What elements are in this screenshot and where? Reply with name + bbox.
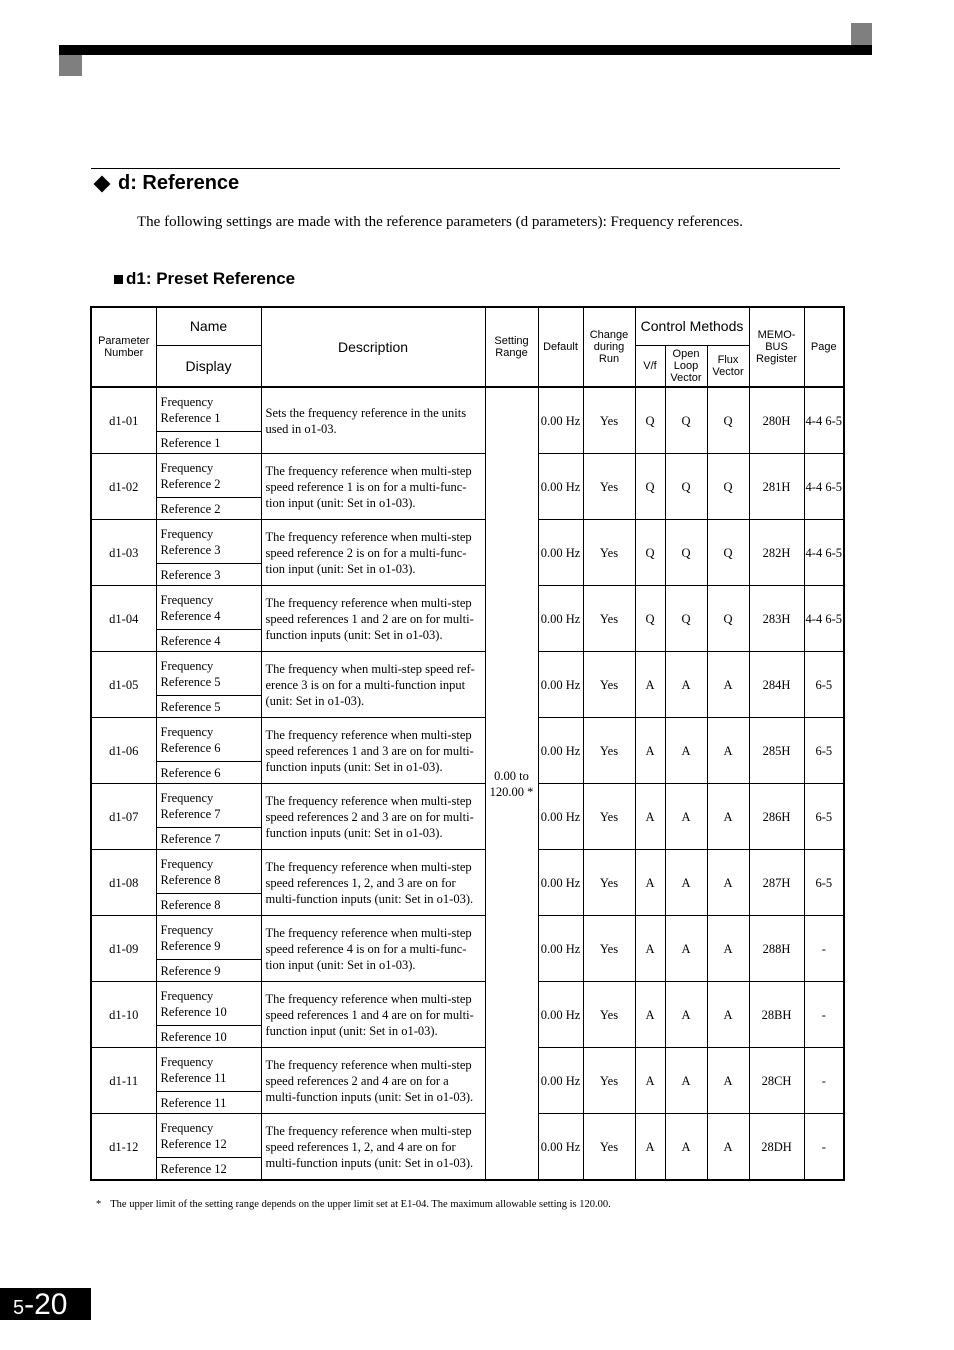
vf-cell: A — [635, 1114, 665, 1181]
flux-cell: A — [707, 784, 749, 850]
change-during-run-cell: Yes — [583, 982, 635, 1048]
register-cell: 287H — [749, 850, 804, 916]
flux-cell: A — [707, 652, 749, 718]
header-open-loop-vector: Open Loop Vector — [665, 346, 707, 388]
param-number-cell: d1-03 — [91, 520, 156, 586]
flux-cell: Q — [707, 520, 749, 586]
register-cell: 285H — [749, 718, 804, 784]
vf-cell: Q — [635, 387, 665, 454]
param-number-cell: d1-01 — [91, 387, 156, 454]
olv-cell: A — [665, 1048, 707, 1114]
table-row — [91, 718, 844, 762]
change-during-run-cell: Yes — [583, 387, 635, 454]
page-number-box — [0, 1288, 91, 1320]
olv-cell: A — [665, 916, 707, 982]
page-cell: 6-5 — [804, 784, 844, 850]
flux-cell: Q — [707, 586, 749, 652]
header-control-methods: Control Methods — [635, 307, 749, 346]
display-cell: Reference 2 — [156, 498, 261, 520]
olv-cell: A — [665, 850, 707, 916]
vf-cell: Q — [635, 586, 665, 652]
register-cell: 286H — [749, 784, 804, 850]
param-number-cell: d1-06 — [91, 718, 156, 784]
change-during-run-cell: Yes — [583, 586, 635, 652]
setting-range-cell: 0.00 to 120.00 * — [485, 387, 538, 1180]
name-cell: Frequency Reference 9 — [156, 916, 261, 960]
name-cell: Frequency Reference 10 — [156, 982, 261, 1026]
olv-cell: Q — [665, 454, 707, 520]
change-during-run-cell: Yes — [583, 850, 635, 916]
vf-cell: A — [635, 718, 665, 784]
name-cell: Frequency Reference 2 — [156, 454, 261, 498]
header-setting-range: Setting Range — [485, 307, 538, 387]
display-cell: Reference 6 — [156, 762, 261, 784]
section-heading — [92, 172, 239, 195]
footnote-text: The upper limit of the setting range depends on the upper limit set at E1-04. The maximum allowable setting is 120.00. — [110, 1199, 611, 1210]
default-cell: 0.00 Hz — [538, 1114, 583, 1181]
flux-cell: Q — [707, 387, 749, 454]
name-cell: Frequency Reference 7 — [156, 784, 261, 828]
table-row — [91, 1048, 844, 1092]
default-cell: 0.00 Hz — [538, 1048, 583, 1114]
page-cell: 6-5 — [804, 850, 844, 916]
register-cell: 28BH — [749, 982, 804, 1048]
page-cell: - — [804, 1048, 844, 1114]
header-name: Name — [156, 307, 261, 346]
description-cell: The frequency reference when multi-step speed references 1 and 3 are on for multi-function inputs (unit: Set in o1-03). — [261, 718, 485, 784]
corner-marker-left — [59, 55, 82, 76]
name-cell: Frequency Reference 12 — [156, 1114, 261, 1158]
change-during-run-cell: Yes — [583, 784, 635, 850]
page-cell: 4-4 6-5 — [804, 586, 844, 652]
display-cell: Reference 5 — [156, 696, 261, 718]
change-during-run-cell: Yes — [583, 652, 635, 718]
olv-cell: A — [665, 784, 707, 850]
default-cell: 0.00 Hz — [538, 718, 583, 784]
table-row — [91, 387, 844, 432]
page-cell: 6-5 — [804, 718, 844, 784]
display-cell: Reference 8 — [156, 894, 261, 916]
name-cell: Frequency Reference 3 — [156, 520, 261, 564]
change-during-run-cell: Yes — [583, 1114, 635, 1181]
flux-cell: Q — [707, 454, 749, 520]
default-cell: 0.00 Hz — [538, 586, 583, 652]
register-cell: 284H — [749, 652, 804, 718]
param-number-cell: d1-07 — [91, 784, 156, 850]
display-cell: Reference 11 — [156, 1092, 261, 1114]
olv-cell: A — [665, 1114, 707, 1181]
vf-cell: A — [635, 916, 665, 982]
header-vf: V/f — [635, 346, 665, 388]
param-number-cell: d1-10 — [91, 982, 156, 1048]
table-row — [91, 1114, 844, 1158]
default-cell: 0.00 Hz — [538, 652, 583, 718]
subsection-title: d1: Preset Reference — [126, 269, 296, 288]
flux-cell: A — [707, 982, 749, 1048]
change-during-run-cell: Yes — [583, 1048, 635, 1114]
page-chapter: 5 — [13, 1297, 25, 1319]
subsection-heading — [114, 269, 295, 289]
page-cell: - — [804, 1114, 844, 1181]
table-row — [91, 916, 844, 960]
register-cell: 28DH — [749, 1114, 804, 1181]
default-cell: 0.00 Hz — [538, 454, 583, 520]
footnote-mark: * — [96, 1199, 102, 1210]
table-row — [91, 784, 844, 828]
intro-paragraph: The following settings are made with the reference parameters (d parameters): Frequency references. — [137, 214, 743, 230]
header-page: Page — [804, 307, 844, 387]
corner-marker-right — [851, 23, 872, 45]
param-number-cell: d1-02 — [91, 454, 156, 520]
vf-cell: Q — [635, 454, 665, 520]
table-row — [91, 982, 844, 1026]
name-cell: Frequency Reference 6 — [156, 718, 261, 762]
default-cell: 0.00 Hz — [538, 387, 583, 454]
footnote — [96, 1199, 611, 1210]
register-cell: 280H — [749, 387, 804, 454]
top-rule-bar — [59, 45, 872, 55]
header-description: Description — [261, 307, 485, 387]
description-cell: The frequency reference when multi-step speed references 1 and 2 are on for multi-function inputs (unit: Set in o1-03). — [261, 586, 485, 652]
param-number-cell: d1-09 — [91, 916, 156, 982]
section-divider — [91, 168, 840, 169]
table-row — [91, 454, 844, 498]
page-num: -20 — [24, 1288, 68, 1321]
diamond-bullet-icon — [94, 175, 111, 192]
register-cell: 288H — [749, 916, 804, 982]
header-default: Default — [538, 307, 583, 387]
description-cell: The frequency when multi-step speed ref-erence 3 is on for a multi-function input (unit: Set in o1-03). — [261, 652, 485, 718]
section-title: d: Reference — [118, 172, 240, 194]
default-cell: 0.00 Hz — [538, 784, 583, 850]
change-during-run-cell: Yes — [583, 520, 635, 586]
header-change-during-run: Change during Run — [583, 307, 635, 387]
vf-cell: A — [635, 652, 665, 718]
description-cell: The frequency reference when multi-step speed reference 4 is on for a multi-func-tion input (unit: Set in o1-03). — [261, 916, 485, 982]
vf-cell: Q — [635, 520, 665, 586]
param-number-cell: d1-11 — [91, 1048, 156, 1114]
olv-cell: A — [665, 982, 707, 1048]
square-bullet-icon — [114, 275, 123, 284]
register-cell: 282H — [749, 520, 804, 586]
olv-cell: Q — [665, 520, 707, 586]
page-cell: - — [804, 916, 844, 982]
olv-cell: Q — [665, 387, 707, 454]
header-param-number: Parameter Number — [91, 307, 156, 387]
param-number-cell: d1-12 — [91, 1114, 156, 1181]
page-cell: - — [804, 982, 844, 1048]
name-cell: Frequency Reference 4 — [156, 586, 261, 630]
register-cell: 283H — [749, 586, 804, 652]
page-cell: 4-4 6-5 — [804, 454, 844, 520]
param-number-cell: d1-08 — [91, 850, 156, 916]
display-cell: Reference 12 — [156, 1158, 261, 1181]
param-number-cell: d1-05 — [91, 652, 156, 718]
page-cell: 4-4 6-5 — [804, 387, 844, 454]
header-display: Display — [156, 346, 261, 388]
display-cell: Reference 1 — [156, 432, 261, 454]
olv-cell: A — [665, 652, 707, 718]
table-row — [91, 520, 844, 564]
description-cell: The frequency reference when multi-step speed references 1 and 4 are on for multi-function input (unit: Set in o1-03). — [261, 982, 485, 1048]
change-during-run-cell: Yes — [583, 916, 635, 982]
flux-cell: A — [707, 1048, 749, 1114]
header-memobus-register: MEMO-BUS Register — [749, 307, 804, 387]
name-cell: Frequency Reference 8 — [156, 850, 261, 894]
page-cell: 6-5 — [804, 652, 844, 718]
description-cell: The frequency reference when multi-step speed reference 2 is on for a multi-func-tion input (unit: Set in o1-03). — [261, 520, 485, 586]
vf-cell: A — [635, 784, 665, 850]
description-cell: The frequency reference when multi-step speed references 2 and 4 are on for a multi-function inputs (unit: Set in o1-03). — [261, 1048, 485, 1114]
default-cell: 0.00 Hz — [538, 982, 583, 1048]
display-cell: Reference 3 — [156, 564, 261, 586]
description-cell: The frequency reference when multi-step speed references 1, 2, and 4 are on for multi-function inputs (unit: Set in o1-03). — [261, 1114, 485, 1181]
display-cell: Reference 4 — [156, 630, 261, 652]
description-cell: The frequency reference when multi-step speed reference 1 is on for a multi-func-tion input (unit: Set in o1-03). — [261, 454, 485, 520]
display-cell: Reference 7 — [156, 828, 261, 850]
name-cell: Frequency Reference 11 — [156, 1048, 261, 1092]
register-cell: 28CH — [749, 1048, 804, 1114]
change-during-run-cell: Yes — [583, 718, 635, 784]
default-cell: 0.00 Hz — [538, 850, 583, 916]
param-number-cell: d1-04 — [91, 586, 156, 652]
display-cell: Reference 9 — [156, 960, 261, 982]
header-flux-vector: Flux Vector — [707, 346, 749, 388]
default-cell: 0.00 Hz — [538, 916, 583, 982]
description-cell: The frequency reference when multi-step speed references 2 and 3 are on for multi-function inputs (unit: Set in o1-03). — [261, 784, 485, 850]
table-row — [91, 652, 844, 696]
flux-cell: A — [707, 718, 749, 784]
name-cell: Frequency Reference 1 — [156, 387, 261, 432]
vf-cell: A — [635, 1048, 665, 1114]
vf-cell: A — [635, 982, 665, 1048]
page-cell: 4-4 6-5 — [804, 520, 844, 586]
change-during-run-cell: Yes — [583, 454, 635, 520]
page-number — [13, 1288, 67, 1322]
flux-cell: A — [707, 1114, 749, 1181]
olv-cell: A — [665, 718, 707, 784]
vf-cell: A — [635, 850, 665, 916]
parameter-table — [90, 306, 845, 1181]
description-cell: Sets the frequency reference in the units used in o1-03. — [261, 387, 485, 454]
table-row — [91, 586, 844, 630]
table-row — [91, 850, 844, 894]
default-cell: 0.00 Hz — [538, 520, 583, 586]
flux-cell: A — [707, 916, 749, 982]
description-cell: The frequency reference when multi-step speed references 1, 2, and 3 are on for multi-function inputs (unit: Set in o1-03). — [261, 850, 485, 916]
display-cell: Reference 10 — [156, 1026, 261, 1048]
register-cell: 281H — [749, 454, 804, 520]
flux-cell: A — [707, 850, 749, 916]
olv-cell: Q — [665, 586, 707, 652]
parameter-table-body — [91, 387, 844, 1180]
name-cell: Frequency Reference 5 — [156, 652, 261, 696]
